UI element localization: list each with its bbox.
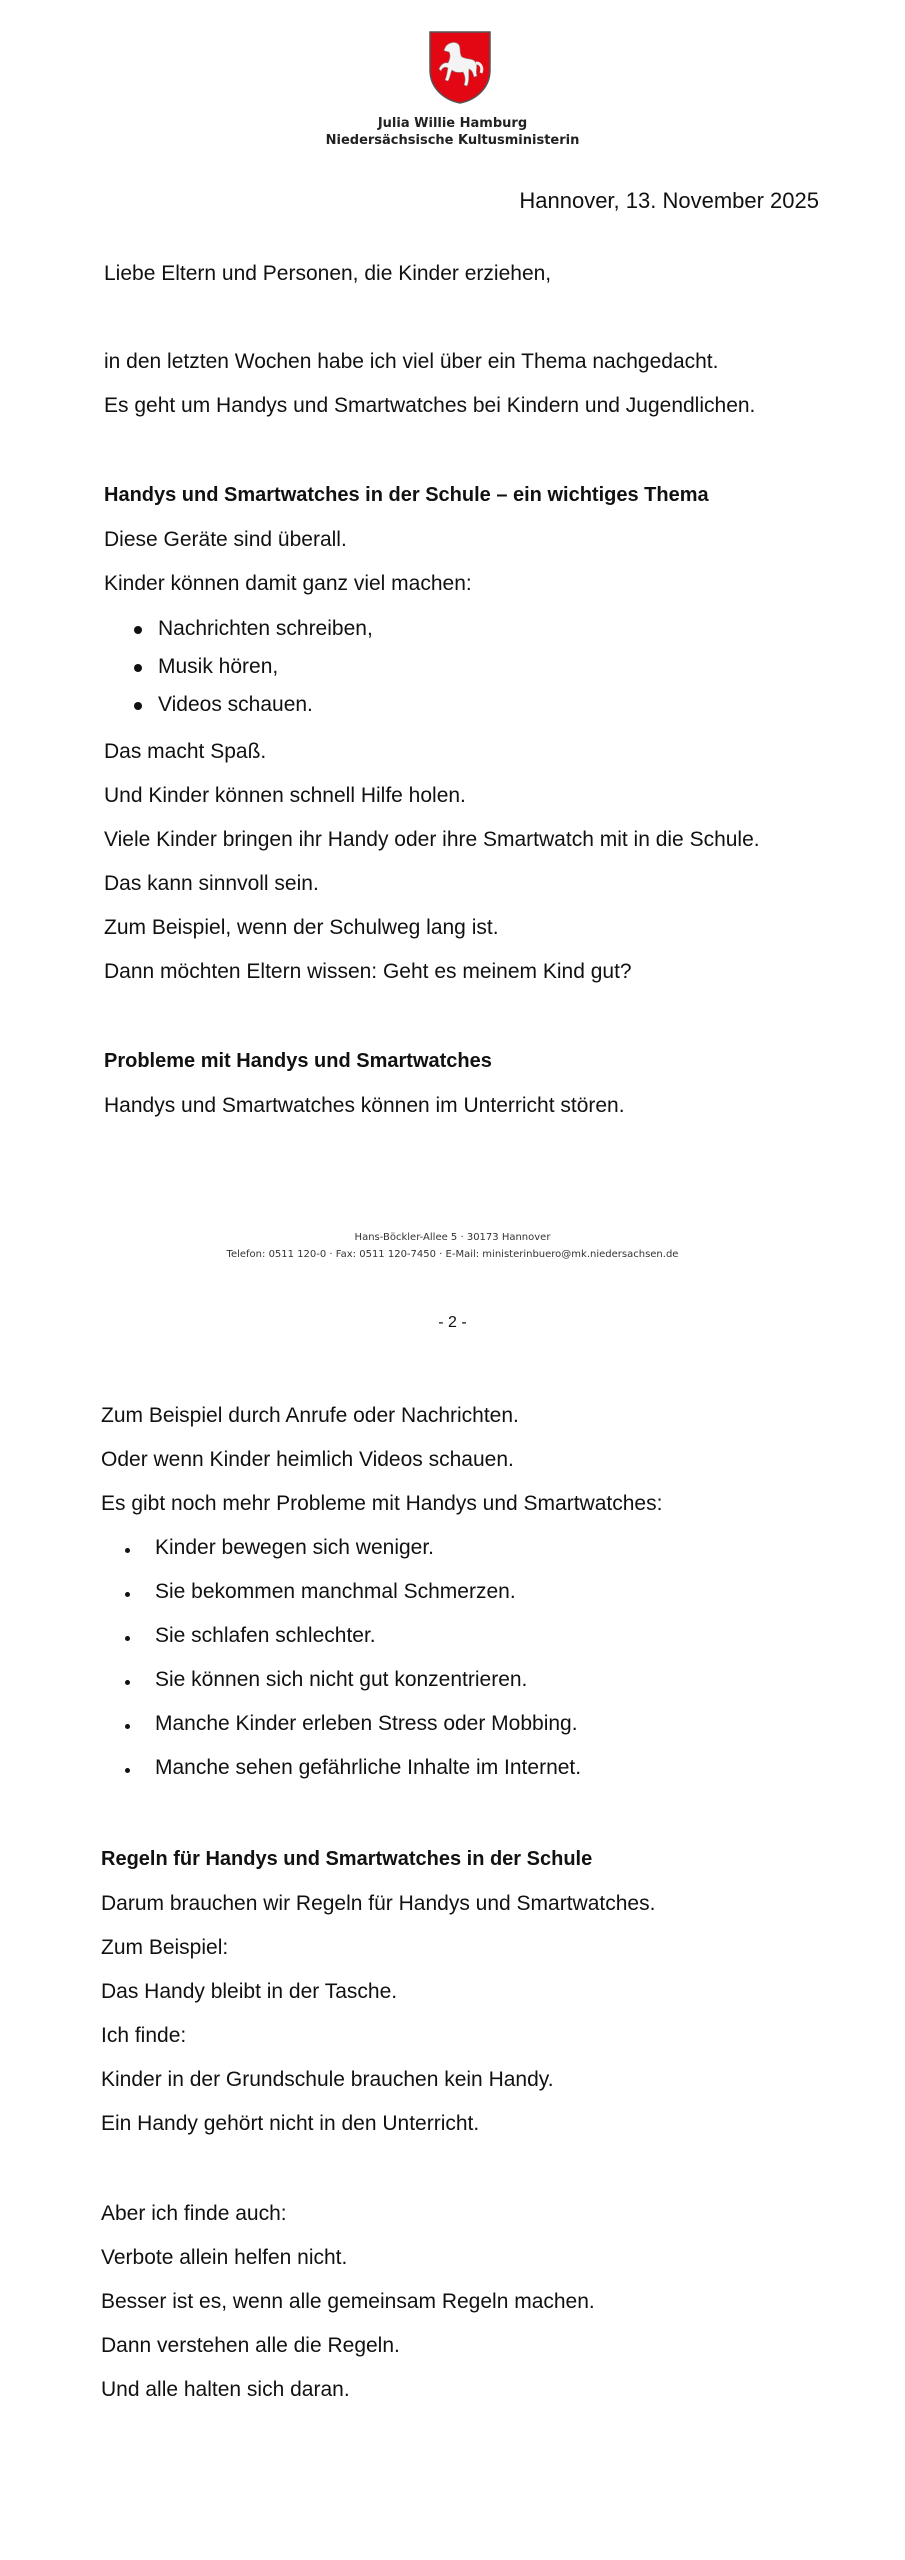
- paragraph-line: Viele Kinder bringen ihr Handy oder ihre Smartwatch mit in die Schule.: [104, 828, 760, 851]
- paragraph-line: Das kann sinnvoll sein.: [104, 872, 319, 895]
- paragraph-line: Zum Beispiel durch Anrufe oder Nachrichten.: [101, 1404, 519, 1427]
- page-number: - 2 -: [438, 1314, 467, 1331]
- list-item-text: Videos schauen.: [158, 693, 313, 716]
- bullet-icon: [125, 1636, 130, 1641]
- sender-title: Niedersächsische Kultusministerin: [325, 133, 580, 148]
- paragraph-line: Besser ist es, wenn alle gemeinsam Regeln machen.: [101, 2290, 595, 2313]
- paragraph-line: Zum Beispiel:: [101, 1936, 229, 1959]
- paragraph-line: Zum Beispiel, wenn der Schulweg lang ist.: [104, 916, 499, 939]
- bullet-icon: [125, 1724, 130, 1729]
- paragraph-line: Dann möchten Eltern wissen: Geht es meinem Kind gut?: [104, 960, 632, 983]
- bullet-icon: [125, 1768, 130, 1773]
- section-heading: Handys und Smartwatches in der Schule – ein wichtiges Thema: [104, 484, 709, 506]
- list-item-text: Manche Kinder erleben Stress oder Mobbing.: [155, 1712, 578, 1735]
- paragraph-line: Und Kinder können schnell Hilfe holen.: [104, 784, 466, 807]
- paragraph-line: Und alle halten sich daran.: [101, 2378, 350, 2401]
- sender-name: Julia Willie Hamburg: [377, 116, 528, 131]
- bullet-icon: [134, 626, 142, 634]
- intro-line: in den letzten Wochen habe ich viel über ein Thema nachgedacht.: [104, 350, 719, 373]
- paragraph-line: Verbote allein helfen nicht.: [101, 2246, 348, 2269]
- list-item-text: Sie bekommen manchmal Schmerzen.: [155, 1580, 516, 1603]
- paragraph-line: Aber ich finde auch:: [101, 2202, 287, 2225]
- paragraph-line: Ein Handy gehört nicht in den Unterricht.: [101, 2112, 480, 2135]
- list-item-text: Nachrichten schreiben,: [158, 617, 373, 640]
- list-item-text: Sie schlafen schlechter.: [155, 1624, 376, 1647]
- footer-address: Hans-Böckler-Allee 5 · 30173 Hannover: [354, 1232, 551, 1243]
- paragraph-line: Diese Geräte sind überall.: [104, 528, 347, 551]
- bullet-icon: [134, 664, 142, 672]
- paragraph-line: Das Handy bleibt in der Tasche.: [101, 1980, 398, 2003]
- bullet-icon: [125, 1680, 130, 1685]
- footer-contact: Telefon: 0511 120-0 · Fax: 0511 120-7450 · E-Mail: ministerinbuero@mk.niedersachsen.de: [226, 1249, 679, 1260]
- list-item-text: Kinder bewegen sich weniger.: [155, 1536, 435, 1559]
- paragraph-line: Handys und Smartwatches können im Unterricht stören.: [104, 1094, 625, 1117]
- bullet-icon: [125, 1592, 130, 1597]
- date-line: Hannover, 13. November 2025: [519, 188, 819, 213]
- bullet-icon: [134, 702, 142, 710]
- paragraph-line: Darum brauchen wir Regeln für Handys und Smartwatches.: [101, 1892, 656, 1915]
- list-item-text: Manche sehen gefährliche Inhalte im Internet.: [155, 1756, 582, 1779]
- paragraph-line: Es gibt noch mehr Probleme mit Handys und Smartwatches:: [101, 1492, 663, 1515]
- section-heading: Probleme mit Handys und Smartwatches: [104, 1050, 492, 1072]
- paragraph-line: Oder wenn Kinder heimlich Videos schauen.: [101, 1448, 514, 1471]
- section-heading: Regeln für Handys und Smartwatches in der Schule: [101, 1848, 593, 1870]
- paragraph-line: Das macht Spaß.: [104, 740, 267, 763]
- paragraph-line: Kinder können damit ganz viel machen:: [104, 572, 472, 595]
- salutation: Liebe Eltern und Personen, die Kinder erziehen,: [104, 262, 552, 285]
- bullet-icon: [125, 1548, 130, 1553]
- paragraph-line: Dann verstehen alle die Regeln.: [101, 2334, 400, 2357]
- list-item-text: Sie können sich nicht gut konzentrieren.: [155, 1668, 528, 1691]
- intro-line: Es geht um Handys und Smartwatches bei Kindern und Jugendlichen.: [104, 394, 756, 417]
- lower-saxony-crest-icon: [428, 30, 492, 105]
- list-item-text: Musik hören,: [158, 655, 279, 678]
- paragraph-line: Kinder in der Grundschule brauchen kein Handy.: [101, 2068, 554, 2091]
- paragraph-line: Ich finde:: [101, 2024, 187, 2047]
